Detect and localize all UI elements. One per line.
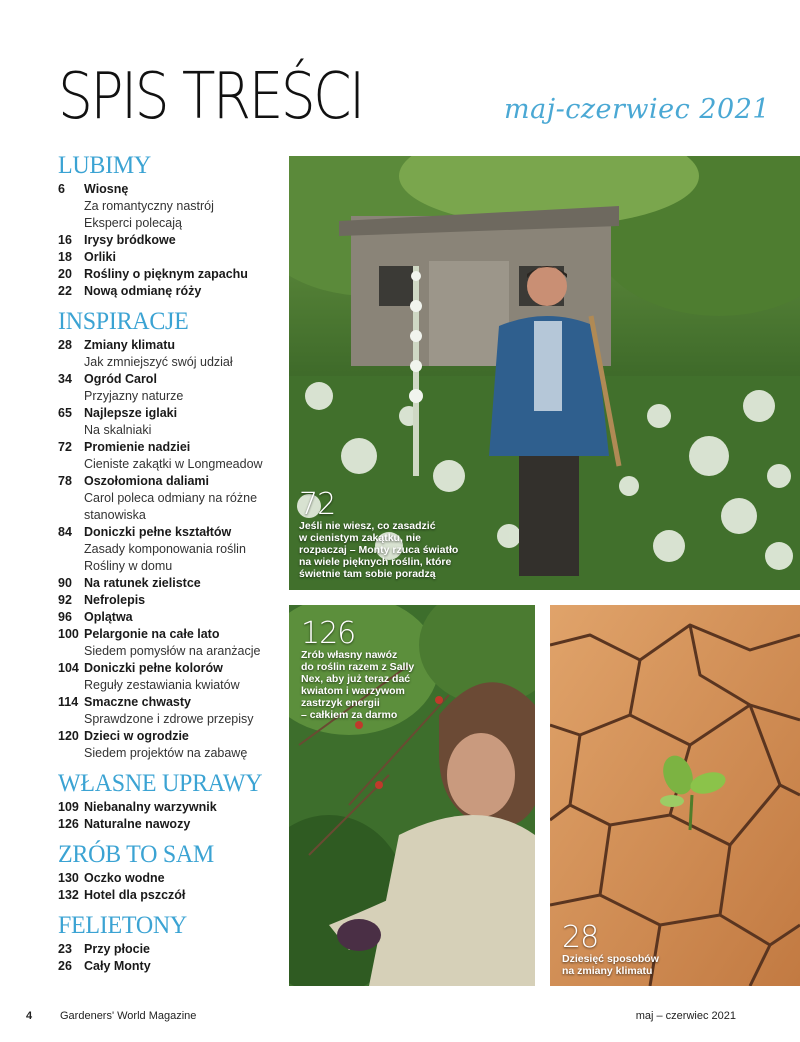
- entry-subtitle: Na skalniaki: [84, 423, 152, 437]
- entry-page-number: 96: [58, 610, 72, 624]
- table-of-contents: [58, 151, 286, 982]
- entry-title: Rośliny o pięknym zapachu: [84, 267, 248, 281]
- toc-entry[interactable]: [58, 887, 286, 904]
- entry-title: Irysy bródkowe: [84, 233, 176, 247]
- toc-entry[interactable]: [58, 524, 286, 575]
- issue-date: maj-czerwiec 2021: [504, 94, 771, 125]
- entry-page-number: 22: [58, 284, 72, 298]
- entry-title: Niebanalny warzywnik: [84, 800, 217, 814]
- entry-title: Na ratunek zielistce: [84, 576, 201, 590]
- toc-entry[interactable]: [58, 958, 286, 975]
- entry-title: Ogród Carol: [84, 372, 157, 386]
- toc-entry[interactable]: [58, 337, 286, 371]
- toc-entry[interactable]: [58, 371, 286, 405]
- entry-title: Wiosnę: [84, 182, 129, 196]
- entry-subtitle: Przyjazny naturze: [84, 389, 184, 403]
- toc-entry[interactable]: [58, 405, 286, 439]
- entry-subtitle: Jak zmniejszyć swój udział: [84, 355, 233, 369]
- entry-subtitle: Sprawdzone i zdrowe przepisy: [84, 712, 254, 726]
- toc-entry[interactable]: [58, 728, 286, 762]
- toc-entry[interactable]: [58, 181, 286, 232]
- entry-page-number: 23: [58, 942, 72, 956]
- entry-subtitle: Cieniste zakątki w Longmeadow: [84, 457, 263, 471]
- entry-page-number: 26: [58, 959, 72, 973]
- caption-sally: [301, 616, 415, 721]
- caption-drought: [562, 920, 659, 977]
- entry-page-number: 100: [58, 627, 79, 641]
- footer-page-number: 4: [26, 1010, 33, 1022]
- caption-page-number: 72: [299, 487, 336, 522]
- entry-page-number: 104: [58, 661, 79, 675]
- footer-date: maj – czerwiec 2021: [635, 1010, 736, 1022]
- toc-entry[interactable]: [58, 941, 286, 958]
- toc-entry[interactable]: [58, 609, 286, 626]
- entry-subtitle: stanowiska: [84, 508, 146, 522]
- entry-title: Zmiany klimatu: [84, 338, 175, 352]
- page-title: SPIS TREŚCI: [58, 60, 363, 134]
- toc-entry[interactable]: [58, 232, 286, 249]
- entry-title: Pelargonie na całe lato: [84, 627, 220, 641]
- entry-title: Hotel dla pszczół: [84, 888, 186, 902]
- entry-page-number: 72: [58, 440, 72, 454]
- toc-section: [58, 769, 286, 833]
- toc-section: [58, 911, 286, 975]
- toc-entry[interactable]: [58, 283, 286, 300]
- caption-page-number: 126: [301, 616, 356, 651]
- toc-entry[interactable]: [58, 870, 286, 887]
- photo-monty-garden[interactable]: [289, 156, 800, 590]
- toc-entry[interactable]: [58, 249, 286, 266]
- entry-subtitle: Eksperci polecają: [84, 216, 182, 230]
- entry-subtitle: Carol poleca odmiany na różne: [84, 491, 258, 505]
- entry-subtitle: Zasady komponowania roślin: [84, 542, 246, 556]
- entry-subtitle: Za romantyczny nastrój: [84, 199, 214, 213]
- entry-title: Orliki: [84, 250, 116, 264]
- toc-entry[interactable]: [58, 266, 286, 283]
- entry-page-number: 120: [58, 729, 79, 743]
- entry-page-number: 109: [58, 800, 79, 814]
- caption-text: Jeśli nie wiesz, co zasadzić w cienistym zakątku, nie rozpaczaj – Monty rzuca światło na wiele pięknych roślin, które świetnie tam sobie poradzą: [299, 520, 459, 580]
- entry-title: Promienie nadziei: [84, 440, 191, 454]
- toc-entry[interactable]: [58, 816, 286, 833]
- entry-title: Najlepsze iglaki: [84, 406, 178, 420]
- entry-page-number: 132: [58, 888, 79, 902]
- caption-text: Dziesięć sposobów na zmiany klimatu: [562, 953, 659, 977]
- entry-page-number: 92: [58, 593, 72, 607]
- entry-page-number: 84: [58, 525, 72, 539]
- toc-section: [58, 307, 286, 762]
- entry-title: Oczko wodne: [84, 871, 165, 885]
- entry-subtitle: Siedem projektów na zabawę: [84, 746, 248, 760]
- entry-page-number: 18: [58, 250, 72, 264]
- entry-page-number: 114: [58, 695, 79, 709]
- entry-title: Oplątwa: [84, 610, 133, 624]
- entry-page-number: 16: [58, 233, 72, 247]
- entry-page-number: 28: [58, 338, 72, 352]
- entry-page-number: 34: [58, 372, 72, 386]
- toc-entry[interactable]: [58, 799, 286, 816]
- section-title: LUBIMY: [58, 152, 151, 179]
- toc-entry[interactable]: [58, 626, 286, 660]
- entry-page-number: 126: [58, 817, 79, 831]
- section-title: WŁASNE UPRAWY: [58, 770, 263, 797]
- section-title: INSPIRACJE: [58, 308, 189, 335]
- toc-entry[interactable]: [58, 592, 286, 609]
- photo-cracked-earth[interactable]: [550, 605, 800, 986]
- entry-page-number: 90: [58, 576, 72, 590]
- entry-title: Doniczki pełne kolorów: [84, 661, 223, 675]
- entry-page-number: 20: [58, 267, 72, 281]
- entry-title: Naturalne nawozy: [84, 817, 191, 831]
- entry-title: Doniczki pełne kształtów: [84, 525, 232, 539]
- toc-entry[interactable]: [58, 575, 286, 592]
- toc-section: [58, 840, 286, 904]
- entry-page-number: 6: [58, 182, 65, 196]
- entry-title: Oszołomiona daliami: [84, 474, 210, 488]
- entry-title: Smaczne chwasty: [84, 695, 191, 709]
- entry-page-number: 130: [58, 871, 79, 885]
- toc-entry[interactable]: [58, 694, 286, 728]
- entry-page-number: 78: [58, 474, 72, 488]
- caption-text: Zrób własny nawóz do roślin razem z Sally Nex, aby już teraz dać kwiatom i warzywom zastrzyk energii – całkiem za darmo: [301, 649, 415, 721]
- toc-section: [58, 151, 286, 300]
- footer-magazine-name: Gardeners' World Magazine: [60, 1010, 197, 1022]
- entry-subtitle: Siedem pomysłów na aranżacje: [84, 644, 261, 658]
- entry-page-number: 65: [58, 406, 72, 420]
- entry-title: Nową odmianę róży: [84, 284, 202, 298]
- toc-entry[interactable]: [58, 660, 286, 694]
- entry-title: Nefrolepis: [84, 593, 146, 607]
- toc-entry[interactable]: [58, 473, 286, 524]
- caption-page-number: 28: [562, 920, 599, 955]
- entry-title: Dzieci w ogrodzie: [84, 729, 189, 743]
- caption-monty: [299, 487, 459, 580]
- entry-subtitle: Reguły zestawiania kwiatów: [84, 678, 240, 692]
- entry-title: Przy płocie: [84, 942, 150, 956]
- toc-entry[interactable]: [58, 439, 286, 473]
- photo-sally-pruning[interactable]: [289, 605, 535, 986]
- section-title: ZRÓB TO SAM: [58, 841, 214, 868]
- entry-subtitle: Rośliny w domu: [84, 559, 173, 573]
- entry-title: Cały Monty: [84, 959, 151, 973]
- section-title: FELIETONY: [58, 912, 187, 939]
